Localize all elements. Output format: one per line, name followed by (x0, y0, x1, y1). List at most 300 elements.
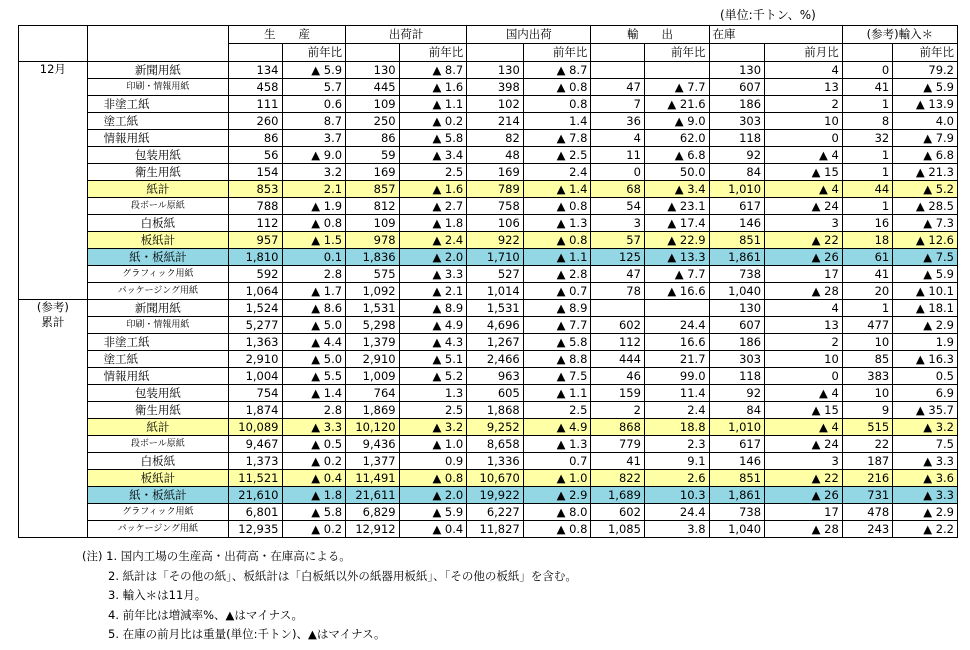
cell-exp-yoy: 50.0 (644, 164, 709, 181)
cell-dom-yoy: 0.8 (523, 96, 591, 113)
cell-ship: 1,092 (346, 283, 400, 300)
cell-ship-yoy: ▲ 5.2 (399, 368, 467, 385)
cell-inv: 92 (709, 147, 765, 164)
cell-inv: 186 (709, 334, 765, 351)
cell-inv: 84 (709, 164, 765, 181)
header-exports: 輸 出 (591, 26, 709, 44)
cell-prod: 21,610 (229, 487, 283, 504)
table-row (19, 283, 958, 300)
header-imports: (参考)輸入＊ (842, 26, 957, 44)
cell-prod: 1,363 (229, 334, 283, 351)
cell-ship: 10,120 (346, 419, 400, 436)
cell-inv: 1,861 (709, 487, 765, 504)
row-label: 白板紙 (87, 453, 228, 470)
cell-inv-mom: 13 (765, 79, 843, 96)
cell-inv: 1,040 (709, 283, 765, 300)
cell-inv: 118 (709, 130, 765, 147)
cell-exp-yoy (644, 300, 709, 317)
row-label: 白板紙 (87, 215, 228, 232)
cell-ship-yoy: ▲ 0.8 (399, 470, 467, 487)
cell-ship-yoy: ▲ 1.1 (399, 96, 467, 113)
cell-exp: 4 (591, 130, 645, 147)
cell-exp: 602 (591, 317, 645, 334)
cell-exp: 1,689 (591, 487, 645, 504)
cell-inv: 617 (709, 436, 765, 453)
cell-ship: 1,379 (346, 334, 400, 351)
cell-ship: 1,869 (346, 402, 400, 419)
cell-inv-mom: ▲ 26 (765, 249, 843, 266)
cell-imp-yoy: 0.5 (893, 368, 958, 385)
cell-exp-yoy: ▲ 22.9 (644, 232, 709, 249)
cell-dom: 6,227 (467, 504, 524, 521)
cell-imp-yoy: 6.9 (893, 385, 958, 402)
table-row (19, 181, 958, 198)
cell-imp: 10 (842, 334, 892, 351)
cell-dom: 82 (467, 130, 524, 147)
cell-prod-yoy: ▲ 3.3 (282, 419, 346, 436)
cell-ship: 1,836 (346, 249, 400, 266)
footnote: 5. 在庫の前月比は重量(単位:千トン)、▲はマイナス。 (108, 627, 386, 641)
cell-prod-yoy: ▲ 5.8 (282, 504, 346, 521)
header-inventory: 在庫 (709, 26, 842, 44)
table-row (19, 334, 958, 351)
header-yoy: 前年比 (282, 44, 346, 62)
header-production: 生 産 (229, 26, 346, 44)
table-row (19, 487, 958, 504)
cell-inv-mom: ▲ 24 (765, 436, 843, 453)
table-row (19, 521, 958, 538)
footnote: 4. 前年比は増減率%、▲はマイナス。 (108, 607, 304, 622)
table-row (19, 470, 958, 487)
cell-inv: 186 (709, 96, 765, 113)
cell-exp-yoy: 3.8 (644, 521, 709, 538)
row-label: 塗工紙 (87, 113, 228, 130)
cell-imp-yoy: ▲ 6.8 (893, 147, 958, 164)
cell-exp: 2 (591, 402, 645, 419)
row-label: 紙・板紙計 (87, 487, 228, 504)
row-label: 新聞用紙 (87, 300, 228, 317)
cell-dom-yoy: ▲ 5.8 (523, 334, 591, 351)
cell-exp-yoy: ▲ 16.6 (644, 283, 709, 300)
cell-dom: 169 (467, 164, 524, 181)
cell-dom-yoy: ▲ 2.5 (523, 147, 591, 164)
section-label-line: 累計 (41, 315, 65, 329)
cell-ship: 250 (346, 113, 400, 130)
cell-exp-yoy: 10.3 (644, 487, 709, 504)
cell-imp-yoy: ▲ 28.5 (893, 198, 958, 215)
cell-exp-yoy: ▲ 3.4 (644, 181, 709, 198)
cell-exp-yoy: ▲ 7.7 (644, 266, 709, 283)
cell-dom: 1,014 (467, 283, 524, 300)
cell-prod: 1,524 (229, 300, 283, 317)
cell-ship-yoy: ▲ 1.0 (399, 436, 467, 453)
cell-dom-yoy: ▲ 1.0 (523, 470, 591, 487)
row-label: 紙・板紙計 (87, 249, 228, 266)
row-label: 紙計 (87, 181, 228, 198)
cell-prod-yoy: ▲ 5.0 (282, 317, 346, 334)
row-label: 非塗工紙 (87, 96, 228, 113)
cell-ship-yoy: ▲ 0.2 (399, 113, 467, 130)
cell-imp-yoy: ▲ 13.9 (893, 96, 958, 113)
cell-prod-yoy: ▲ 1.4 (282, 385, 346, 402)
cell-ship-yoy: ▲ 2.4 (399, 232, 467, 249)
cell-prod: 1,064 (229, 283, 283, 300)
cell-dom-yoy: ▲ 0.7 (523, 283, 591, 300)
cell-inv: 303 (709, 351, 765, 368)
cell-dom-yoy: ▲ 4.9 (523, 419, 591, 436)
row-label: 非塗工紙 (87, 334, 228, 351)
header-blank-1 (19, 26, 88, 62)
cell-prod: 112 (229, 215, 283, 232)
cell-exp-yoy: ▲ 6.8 (644, 147, 709, 164)
cell-ship-yoy: ▲ 8.7 (399, 62, 467, 79)
header-shipments-total: 出荷計 (346, 26, 467, 44)
cell-ship-yoy: 2.5 (399, 164, 467, 181)
cell-dom: 9,252 (467, 419, 524, 436)
cell-inv: 92 (709, 385, 765, 402)
cell-exp-yoy: ▲ 13.3 (644, 249, 709, 266)
cell-ship: 978 (346, 232, 400, 249)
table-row (19, 164, 958, 181)
cell-dom: 1,868 (467, 402, 524, 419)
header-yoy: 前年比 (399, 44, 467, 62)
row-label: 衛生用紙 (87, 164, 228, 181)
cell-exp: 602 (591, 504, 645, 521)
cell-imp-yoy: ▲ 10.1 (893, 283, 958, 300)
cell-inv: 1,861 (709, 249, 765, 266)
row-label: 紙計 (87, 419, 228, 436)
row-label: パッケージング用紙 (87, 283, 228, 300)
row-label: グラフィック用紙 (87, 504, 228, 521)
cell-dom-yoy: ▲ 8.8 (523, 351, 591, 368)
cell-imp: 1 (842, 198, 892, 215)
cell-imp-yoy: ▲ 7.9 (893, 130, 958, 147)
footnote: 3. 輸入＊は11月。 (108, 588, 207, 602)
cell-exp-yoy: ▲ 23.1 (644, 198, 709, 215)
row-label: 衛生用紙 (87, 402, 228, 419)
cell-prod-yoy: 2.1 (282, 181, 346, 198)
cell-exp-yoy (644, 62, 709, 79)
cell-ship: 857 (346, 181, 400, 198)
cell-prod: 9,467 (229, 436, 283, 453)
cell-ship-yoy: ▲ 1.6 (399, 79, 467, 96)
cell-imp: 1 (842, 147, 892, 164)
cell-imp: 731 (842, 487, 892, 504)
cell-dom: 214 (467, 113, 524, 130)
table-row (19, 402, 958, 419)
table-row (19, 504, 958, 521)
cell-dom: 1,710 (467, 249, 524, 266)
cell-imp-yoy: ▲ 7.5 (893, 249, 958, 266)
cell-inv: 84 (709, 402, 765, 419)
cell-imp-yoy: ▲ 3.2 (893, 419, 958, 436)
cell-dom: 758 (467, 198, 524, 215)
row-label: 印刷・情報用紙 (87, 317, 228, 334)
cell-ship-yoy: ▲ 5.1 (399, 351, 467, 368)
cell-exp: 36 (591, 113, 645, 130)
cell-ship: 5,298 (346, 317, 400, 334)
cell-prod-yoy: ▲ 1.7 (282, 283, 346, 300)
cell-ship-yoy: ▲ 3.4 (399, 147, 467, 164)
unit-note: (単位:千トン、%) (720, 8, 816, 22)
cell-ship: 1,531 (346, 300, 400, 317)
cell-prod-yoy: ▲ 1.9 (282, 198, 346, 215)
cell-dom-yoy: ▲ 0.8 (523, 232, 591, 249)
cell-prod-yoy: ▲ 0.2 (282, 521, 346, 538)
cell-imp: 16 (842, 215, 892, 232)
cell-prod: 1,874 (229, 402, 283, 419)
cell-dom: 398 (467, 79, 524, 96)
header-blank-2 (87, 26, 228, 62)
row-label: 新聞用紙 (87, 62, 228, 79)
cell-imp: 243 (842, 521, 892, 538)
cell-prod: 5,277 (229, 317, 283, 334)
cell-prod: 56 (229, 147, 283, 164)
cell-inv: 738 (709, 266, 765, 283)
cell-exp-yoy: ▲ 9.0 (644, 113, 709, 130)
cell-dom-yoy: 2.5 (523, 402, 591, 419)
cell-ship: 445 (346, 79, 400, 96)
cell-ship: 812 (346, 198, 400, 215)
cell-exp-yoy: 21.7 (644, 351, 709, 368)
cell-ship-yoy: ▲ 5.9 (399, 504, 467, 521)
cell-ship: 109 (346, 96, 400, 113)
cell-prod-yoy: ▲ 0.5 (282, 436, 346, 453)
table-row (19, 266, 958, 283)
cell-exp: 822 (591, 470, 645, 487)
cell-dom: 605 (467, 385, 524, 402)
cell-imp: 18 (842, 232, 892, 249)
header-mom: 前月比 (765, 44, 843, 62)
table-row (19, 147, 958, 164)
row-label: 包装用紙 (87, 147, 228, 164)
section-label (19, 62, 88, 300)
cell-ship-yoy: ▲ 2.7 (399, 198, 467, 215)
table-row (19, 215, 958, 232)
cell-inv-mom: ▲ 15 (765, 402, 843, 419)
footnote: 2. 紙計は「その他の紙」、板紙計は「白板紙以外の紙器用板紙」、「その他の板紙」を含む。 (108, 568, 577, 583)
cell-imp: 383 (842, 368, 892, 385)
cell-imp: 41 (842, 266, 892, 283)
cell-imp-yoy: 4.0 (893, 113, 958, 130)
table-row (19, 300, 958, 317)
row-label: 情報用紙 (87, 130, 228, 147)
cell-inv-mom: 2 (765, 96, 843, 113)
cell-prod-yoy: ▲ 1.8 (282, 487, 346, 504)
cell-ship-yoy: ▲ 1.8 (399, 215, 467, 232)
cell-ship-yoy: ▲ 4.3 (399, 334, 467, 351)
cell-imp: 61 (842, 249, 892, 266)
cell-inv: 1,010 (709, 419, 765, 436)
cell-prod-yoy: 2.8 (282, 402, 346, 419)
cell-prod-yoy: ▲ 0.2 (282, 453, 346, 470)
cell-inv-mom: ▲ 4 (765, 419, 843, 436)
cell-prod-yoy: ▲ 5.5 (282, 368, 346, 385)
header-domestic-shipments: 国内出荷 (467, 26, 591, 44)
cell-prod: 2,910 (229, 351, 283, 368)
cell-prod-yoy: ▲ 0.8 (282, 215, 346, 232)
row-label: 印刷・情報用紙 (87, 79, 228, 96)
cell-imp-yoy: ▲ 7.3 (893, 215, 958, 232)
cell-ship: 764 (346, 385, 400, 402)
cell-ship: 12,912 (346, 521, 400, 538)
cell-ship-yoy: 0.9 (399, 453, 467, 470)
cell-imp: 44 (842, 181, 892, 198)
cell-inv-mom: ▲ 28 (765, 521, 843, 538)
cell-inv-mom: ▲ 24 (765, 198, 843, 215)
cell-exp-yoy: 11.4 (644, 385, 709, 402)
cell-dom: 963 (467, 368, 524, 385)
cell-prod-yoy: 0.6 (282, 96, 346, 113)
row-label: 情報用紙 (87, 368, 228, 385)
cell-exp-yoy: 24.4 (644, 504, 709, 521)
cell-dom-yoy: ▲ 2.8 (523, 266, 591, 283)
table-row (19, 79, 958, 96)
cell-exp: 46 (591, 368, 645, 385)
cell-prod: 12,935 (229, 521, 283, 538)
cell-exp-yoy: 62.0 (644, 130, 709, 147)
cell-dom: 1,267 (467, 334, 524, 351)
cell-inv: 617 (709, 198, 765, 215)
section-label-line: 12月 (39, 62, 66, 76)
cell-imp-yoy: ▲ 2.9 (893, 317, 958, 334)
cell-inv-mom: 10 (765, 113, 843, 130)
cell-inv: 303 (709, 113, 765, 130)
cell-imp: 9 (842, 402, 892, 419)
cell-imp: 1 (842, 300, 892, 317)
cell-ship: 575 (346, 266, 400, 283)
cell-prod: 6,801 (229, 504, 283, 521)
cell-dom: 130 (467, 62, 524, 79)
cell-exp (591, 300, 645, 317)
cell-dom-yoy: ▲ 1.1 (523, 249, 591, 266)
cell-imp-yoy: ▲ 5.9 (893, 266, 958, 283)
cell-exp-yoy: 2.6 (644, 470, 709, 487)
cell-inv-mom: ▲ 15 (765, 164, 843, 181)
cell-dom: 789 (467, 181, 524, 198)
cell-exp: 444 (591, 351, 645, 368)
header-yoy: 前年比 (893, 44, 958, 62)
section-label (19, 300, 88, 538)
cell-inv-mom: 17 (765, 266, 843, 283)
cell-inv-mom: ▲ 22 (765, 470, 843, 487)
cell-exp: 41 (591, 453, 645, 470)
cell-imp-yoy: 79.2 (893, 62, 958, 79)
cell-exp: 0 (591, 164, 645, 181)
cell-exp: 57 (591, 232, 645, 249)
cell-dom-yoy: ▲ 8.0 (523, 504, 591, 521)
cell-inv-mom: ▲ 4 (765, 181, 843, 198)
cell-prod-yoy: ▲ 8.6 (282, 300, 346, 317)
cell-dom: 2,466 (467, 351, 524, 368)
cell-dom-yoy: ▲ 7.5 (523, 368, 591, 385)
cell-inv-mom: 4 (765, 62, 843, 79)
cell-dom-yoy: ▲ 2.9 (523, 487, 591, 504)
cell-exp: 3 (591, 215, 645, 232)
cell-prod: 260 (229, 113, 283, 130)
cell-ship-yoy: ▲ 2.0 (399, 249, 467, 266)
cell-imp-yoy: 7.5 (893, 436, 958, 453)
cell-imp: 216 (842, 470, 892, 487)
cell-imp-yoy: ▲ 5.9 (893, 79, 958, 96)
cell-inv-mom: 0 (765, 368, 843, 385)
cell-exp-yoy: 16.6 (644, 334, 709, 351)
cell-prod: 957 (229, 232, 283, 249)
statistics-table (18, 25, 958, 538)
row-label: 段ボール原紙 (87, 436, 228, 453)
cell-exp-yoy: ▲ 17.4 (644, 215, 709, 232)
table-row (19, 113, 958, 130)
footnote: (注) 1. 国内工場の生産高・出荷高・在庫高による。 (82, 549, 351, 563)
row-label: 包装用紙 (87, 385, 228, 402)
cell-exp: 1,085 (591, 521, 645, 538)
cell-dom-yoy: ▲ 7.7 (523, 317, 591, 334)
table-row (19, 96, 958, 113)
cell-inv-mom: 2 (765, 334, 843, 351)
cell-imp-yoy: ▲ 5.2 (893, 181, 958, 198)
table-row (19, 232, 958, 249)
cell-inv-mom: ▲ 4 (765, 385, 843, 402)
cell-ship-yoy: ▲ 2.0 (399, 487, 467, 504)
cell-imp: 85 (842, 351, 892, 368)
cell-dom: 527 (467, 266, 524, 283)
table-row (19, 368, 958, 385)
cell-inv: 118 (709, 368, 765, 385)
cell-prod: 788 (229, 198, 283, 215)
cell-ship-yoy: ▲ 2.1 (399, 283, 467, 300)
cell-ship-yoy: ▲ 1.6 (399, 181, 467, 198)
cell-ship-yoy: 1.3 (399, 385, 467, 402)
cell-exp-yoy: 9.1 (644, 453, 709, 470)
cell-prod: 11,521 (229, 470, 283, 487)
cell-ship: 1,377 (346, 453, 400, 470)
section-label-line: (参考) (36, 300, 69, 314)
cell-dom: 8,658 (467, 436, 524, 453)
cell-ship: 130 (346, 62, 400, 79)
cell-inv-mom: ▲ 22 (765, 232, 843, 249)
table-row (19, 351, 958, 368)
cell-exp-yoy: 2.3 (644, 436, 709, 453)
cell-inv-mom: 3 (765, 215, 843, 232)
cell-imp: 10 (842, 385, 892, 402)
cell-inv-mom: ▲ 26 (765, 487, 843, 504)
cell-inv-mom: 10 (765, 351, 843, 368)
cell-imp: 515 (842, 419, 892, 436)
cell-imp-yoy: ▲ 3.3 (893, 453, 958, 470)
cell-dom: 106 (467, 215, 524, 232)
header-yoy: 前年比 (644, 44, 709, 62)
cell-dom: 10,670 (467, 470, 524, 487)
cell-ship: 169 (346, 164, 400, 181)
cell-dom-yoy: ▲ 1.4 (523, 181, 591, 198)
cell-imp-yoy: ▲ 2.2 (893, 521, 958, 538)
cell-inv: 607 (709, 79, 765, 96)
cell-dom-yoy: ▲ 0.8 (523, 79, 591, 96)
cell-prod-yoy: ▲ 1.5 (282, 232, 346, 249)
table-row (19, 130, 958, 147)
cell-imp-yoy: ▲ 3.6 (893, 470, 958, 487)
cell-exp (591, 62, 645, 79)
cell-dom-yoy: ▲ 1.3 (523, 215, 591, 232)
cell-exp-yoy: 18.8 (644, 419, 709, 436)
cell-inv: 851 (709, 232, 765, 249)
cell-prod: 754 (229, 385, 283, 402)
cell-prod: 1,810 (229, 249, 283, 266)
cell-imp-yoy: ▲ 21.3 (893, 164, 958, 181)
cell-imp: 1 (842, 164, 892, 181)
row-label: 板紙計 (87, 232, 228, 249)
cell-dom-yoy: ▲ 0.8 (523, 198, 591, 215)
